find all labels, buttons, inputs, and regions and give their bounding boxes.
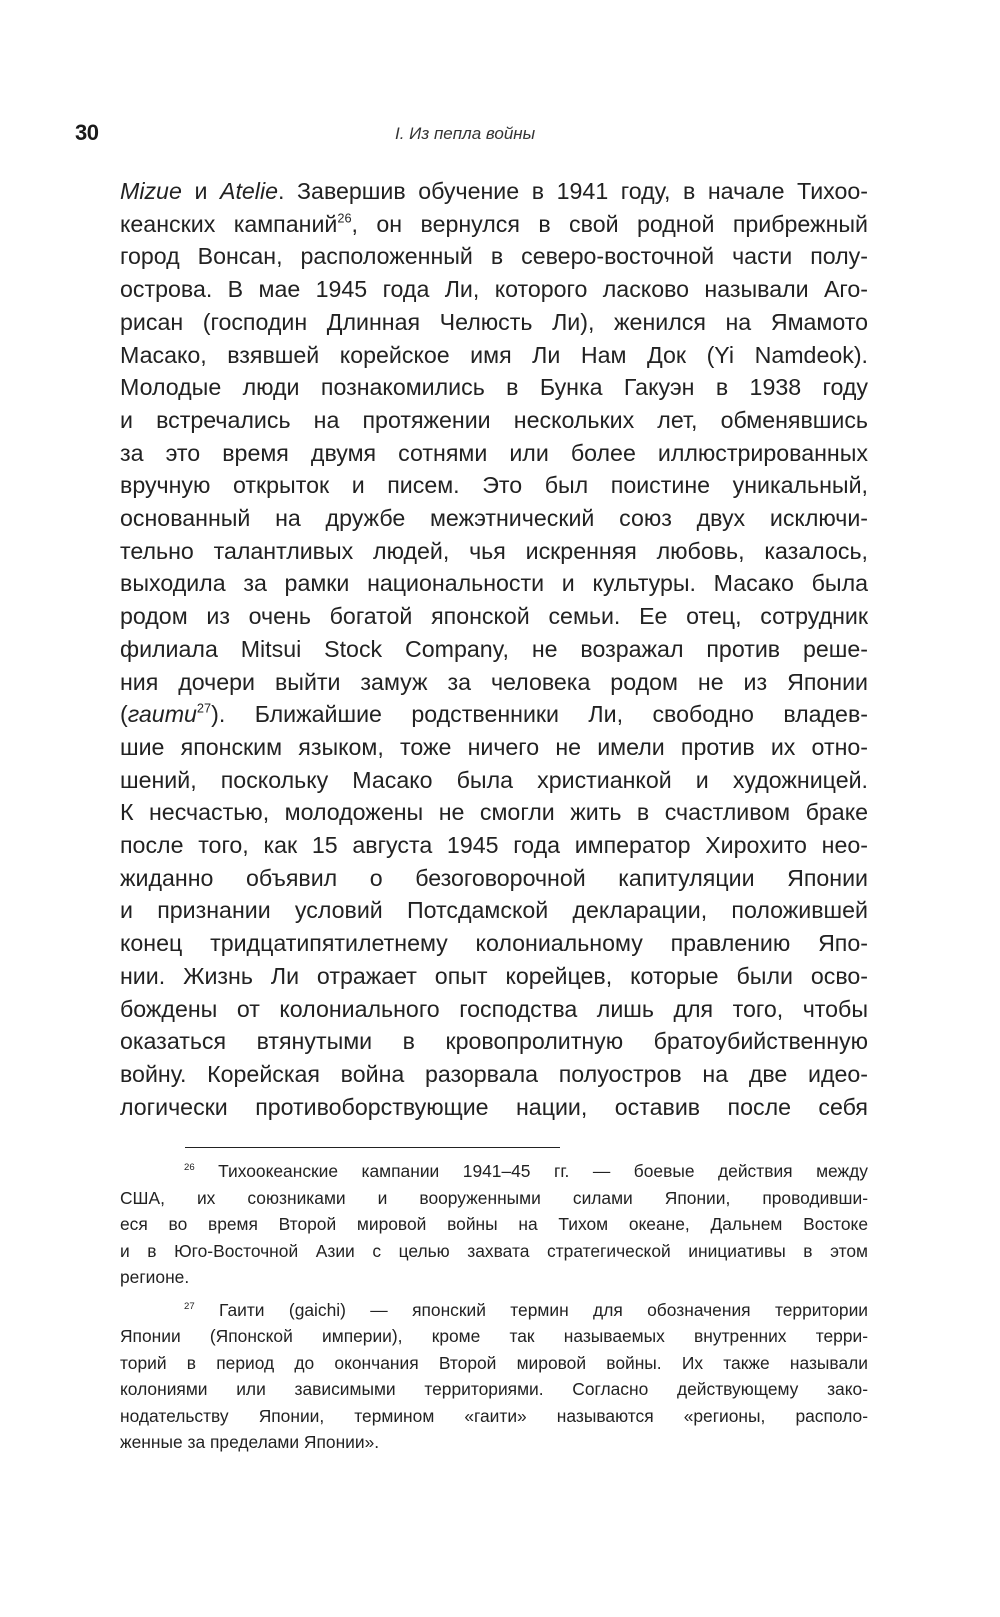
- footnote-line: нодательству Японии, термином «гаити» называются «регионы, располо-: [120, 1405, 868, 1426]
- text-line: Mizue и Atelie. Завершив обучение в 1941 году, в начале Тихоо-: [120, 178, 869, 204]
- page-number: 30: [75, 120, 99, 145]
- footnote-divider: [185, 1147, 560, 1148]
- italic-term: Mizue: [120, 178, 182, 204]
- italic-term: Atelie: [220, 178, 279, 204]
- text-line: рисан (господин Длинная Челюсть Ли), женился на Ямамото: [120, 308, 868, 335]
- footnote-line: колониями или зависимыми территориями. Согласно действующему зако-: [120, 1379, 868, 1399]
- footnote-number: 27: [184, 1300, 195, 1312]
- text-line: логически противоборствующие нации, оставив после себя: [120, 1093, 868, 1120]
- footnote-line: Японии (Японской империи), кроме так называемых внутренних терри-: [120, 1326, 868, 1346]
- footnote-26: [120, 1158, 868, 1291]
- footnote-ref-27[interactable]: 27: [196, 700, 212, 716]
- footnote-line: торий в период до окончания Второй мировой войны. Их также называли: [120, 1352, 868, 1373]
- footnote-27: [120, 1297, 868, 1456]
- text-line: войну. Корейская война разорвала полуостров на две идео-: [120, 1060, 868, 1087]
- text-line: жиданно объявил о безоговорочной капитуляции Японии: [120, 864, 868, 891]
- text-line: шений, поскольку Масако была христианкой и художницей.: [120, 766, 868, 793]
- text-line: К несчастью, молодожены не смогли жить в счастливом браке: [120, 799, 868, 826]
- footnote-line: $^{27}$ Гаити (gaichi) — японский термин для обозначения территории: [184, 1299, 868, 1320]
- text-line: основанный на дружбе межэтнический союз двух исключи-: [120, 505, 868, 532]
- text-line: родом из очень богатой японской семьи. Ее отец, сотрудник: [120, 603, 868, 630]
- text-line: оказаться втянутыми в кровопролитную братоубийственную: [120, 1028, 868, 1055]
- footnote-number: 26: [184, 1161, 195, 1173]
- footnote-line: женные за пределами Японии».: [120, 1432, 380, 1452]
- footnotes: [120, 1158, 868, 1462]
- text-line: и встречались на протяжении нескольких лет, обменявшись: [120, 406, 868, 433]
- text-line: шие японским языком, тоже ничего не имели против их отно-: [120, 733, 868, 760]
- italic-term: гаити: [127, 701, 197, 728]
- text-line: вручную открыток и писем. Это был поистине уникальный,: [120, 472, 868, 499]
- text-line: филиала Mitsui Stock Company, не возражал против реше-: [120, 635, 868, 662]
- text-line: и признании условий Потсдамской декларации, положившей: [120, 897, 868, 924]
- text-line: Масако, взявшей корейское имя Ли Нам Док (Yi Namdeok).: [120, 341, 868, 368]
- text-line: выходила за рамки национальности и культуры. Масако была: [120, 570, 868, 597]
- text-line: кеанских кампаний$^{26}$, он вернулся в свой родной прибрежный: [120, 210, 868, 237]
- footnote-line: $^{26}$ Тихоокеанские кампании 1941–45 гг. — боевые действия между: [184, 1161, 868, 1181]
- footnote-line: регионе.: [120, 1267, 190, 1287]
- footnote-ref-26[interactable]: 26: [337, 210, 352, 226]
- footnote-line: еся во время Второй мировой войны на Тихом океане, Дальнем Востоке: [120, 1214, 868, 1234]
- text-line: Молодые люди познакомились в Бунка Гакуэн в 1938 году: [120, 374, 868, 401]
- text-line: город Вонсан, расположенный в северо-восточной части полу-: [120, 243, 868, 270]
- text-line: после того, как 15 августа 1945 года император Хирохито нео-: [120, 832, 868, 859]
- text-line: бождены от колониального господства лишь для того, чтобы: [120, 995, 868, 1022]
- text-line: острова. В мае 1945 года Ли, которого ласково называли Аго-: [120, 276, 868, 303]
- page-header: [0, 118, 1000, 158]
- text-line: за это время двумя сотнями или более иллюстрированных: [120, 439, 868, 466]
- text-line: ния дочери выйти замуж за человека родом не из Японии: [120, 668, 868, 695]
- text-line: тельно талантливых людей, чья искренняя любовь, казалось,: [120, 537, 868, 564]
- footnote-line: и в Юго-Восточной Азии с целью захвата стратегической инициативы в этом: [120, 1240, 868, 1261]
- text-line: нии. Жизнь Ли отражает опыт корейцев, которые были осво-: [120, 962, 868, 989]
- body-text: [120, 175, 868, 1123]
- text-line: (гаити$^{27}$). Ближайшие родственники Ли, свободно владев-: [120, 700, 868, 728]
- running-head: I. Из пепла войны: [395, 124, 536, 143]
- footnote-line: США, их союзниками и вооруженными силами Японии, проводивши-: [120, 1187, 868, 1208]
- text-line: конец тридцатипятилетнему колониальному правлению Япо-: [120, 930, 868, 957]
